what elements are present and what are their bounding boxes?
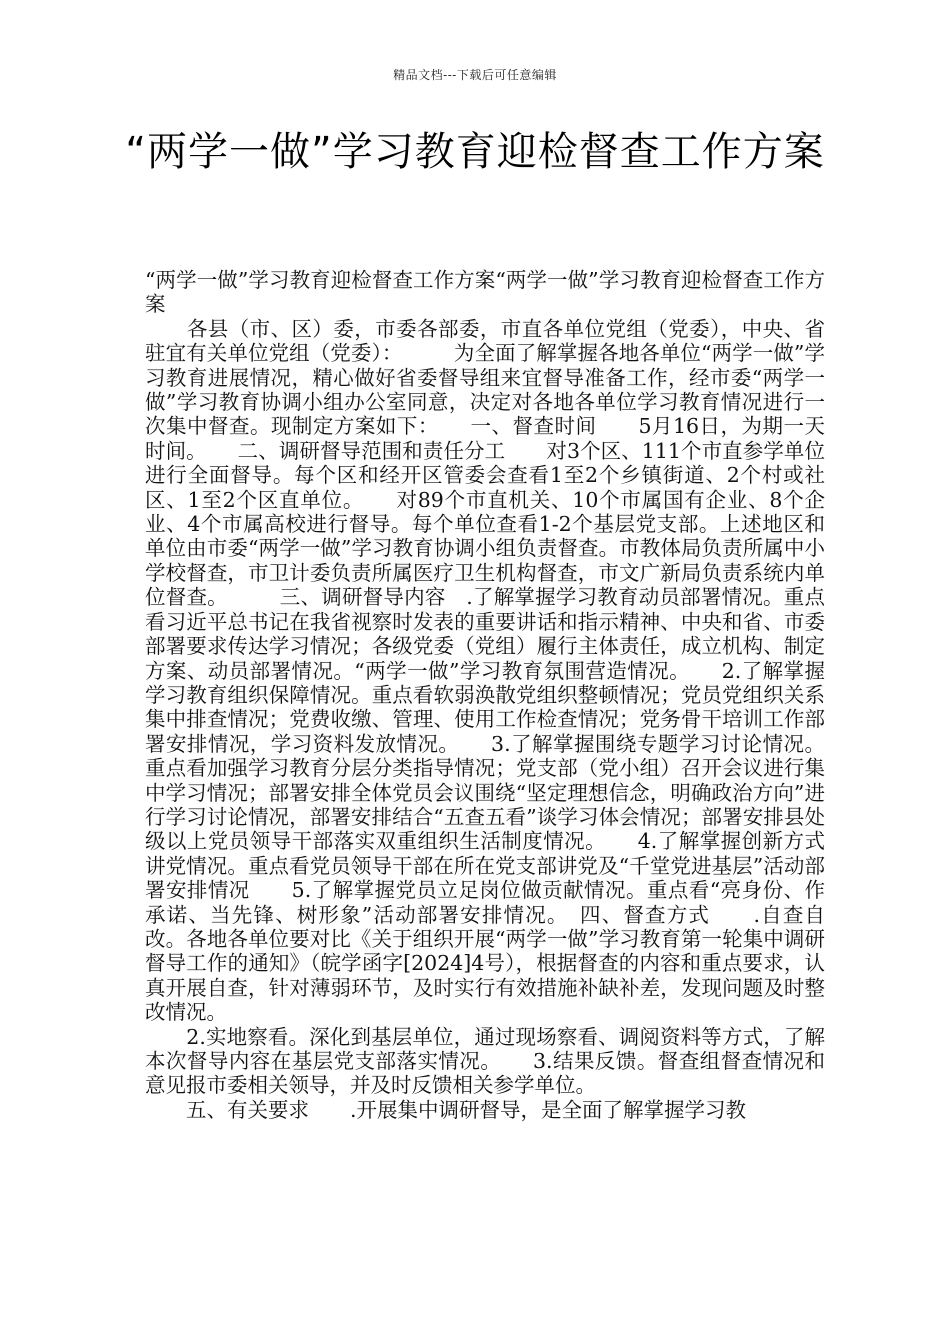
- document-title: “两学一做”学习教育迎检督查工作方案: [125, 129, 825, 175]
- document-body: “两学一做”学习教育迎检督查工作方案“两学一做”学习教育迎检督查工作方案 各县（市、区）委，市委各部委，市直各单位党组（党委），中央、省驻宜有关单位党组（党委）： 为全面了解掌握各地各单位“两学一做”学习教育进展情况，精心做好省委督导组来宜督导准备工作，经市委“两学一做”学习教育协调小组办公室同意，决定对各地各单位学习教育情况进行一次集中督查。现制定方案如下： 一、督查时间 5月16日，为期一天时间。 二、调研督导范围和责任分工 对3个区、111个市直参学单位进行全面督导。每个区和经开区管委会查看1至2个乡镇街道、2个村或社区、1至2个区直单位。 对89个市直机关、10个市属国有企业、8个企业、4个市属高校进行督导。每个单位查看1-2个基层党支部。上述地区和单位由市委“两学一做”学习教育协调小组负责督查。市教体局负责所属中小学校督查，市卫计委负责所属医疗卫生机构督查，市文广新局负责系统内单位督查。 三、调研督导内容 .了解掌握学习教育动员部署情况。重点看习近平总书记在我省视察时发表的重要讲话和指示精神、中央和省、市委部署要求传达学习情况；各级党委（党组）履行主体责任，成立机构、制定方案、动员部署情况。“两学一做”学习教育氛围营造情况。 2.了解掌握学习教育组织保障情况。重点看软弱涣散党组织整顿情况；党员党组织关系集中排查情况；党费收缴、管理、使用工作检查情况；党务骨干培训工作部署安排情况，学习资料发放情况。 3.了解掌握围绕专题学习讨论情况。重点看加强学习教育分层分类指导情况；党支部（党小组）召开会议进行集中学习情况；部署安排全体党员会议围绕“坚定理想信念，明确政治方向”进行学习讨论情况，部署安排结合“五查五看”谈学习体会情况；部署安排县处级以上党员领导干部落实双重组织生活制度情况。 4.了解掌握创新方式讲党情况。重点看党员领导干部在所在党支部讲党及“千堂党进基层”活动部署安排情况 5.了解掌握党员立足岗位做贡献情况。重点看“亮身份、作承诺、当先锋、树形象”活动部署安排情况。 四、督查方式 .自查自改。各地各单位要对比《关于组织开展“两学一做”学习教育第一轮集中调研督导工作的通知》（皖学函字[2024]4号），根据督查的内容和重点要求，认真开展自查，针对薄弱环节，及时实行有效措施补缺补差，发现问题及时整改情况。 2.实地察看。深化到基层单位，通过现场察看、调阅资料等方式，了解本次督导内容在基层党支部落实情况。 3.结果反馈。督查组督查情况和意见报市委相关领导，并及时反馈相关参学单位。 五、有关要求 .开展集中调研督导，是全面了解掌握学习教: [145, 268, 825, 1122]
- header-note: 精品文档---下载后可任意编辑: [393, 68, 557, 82]
